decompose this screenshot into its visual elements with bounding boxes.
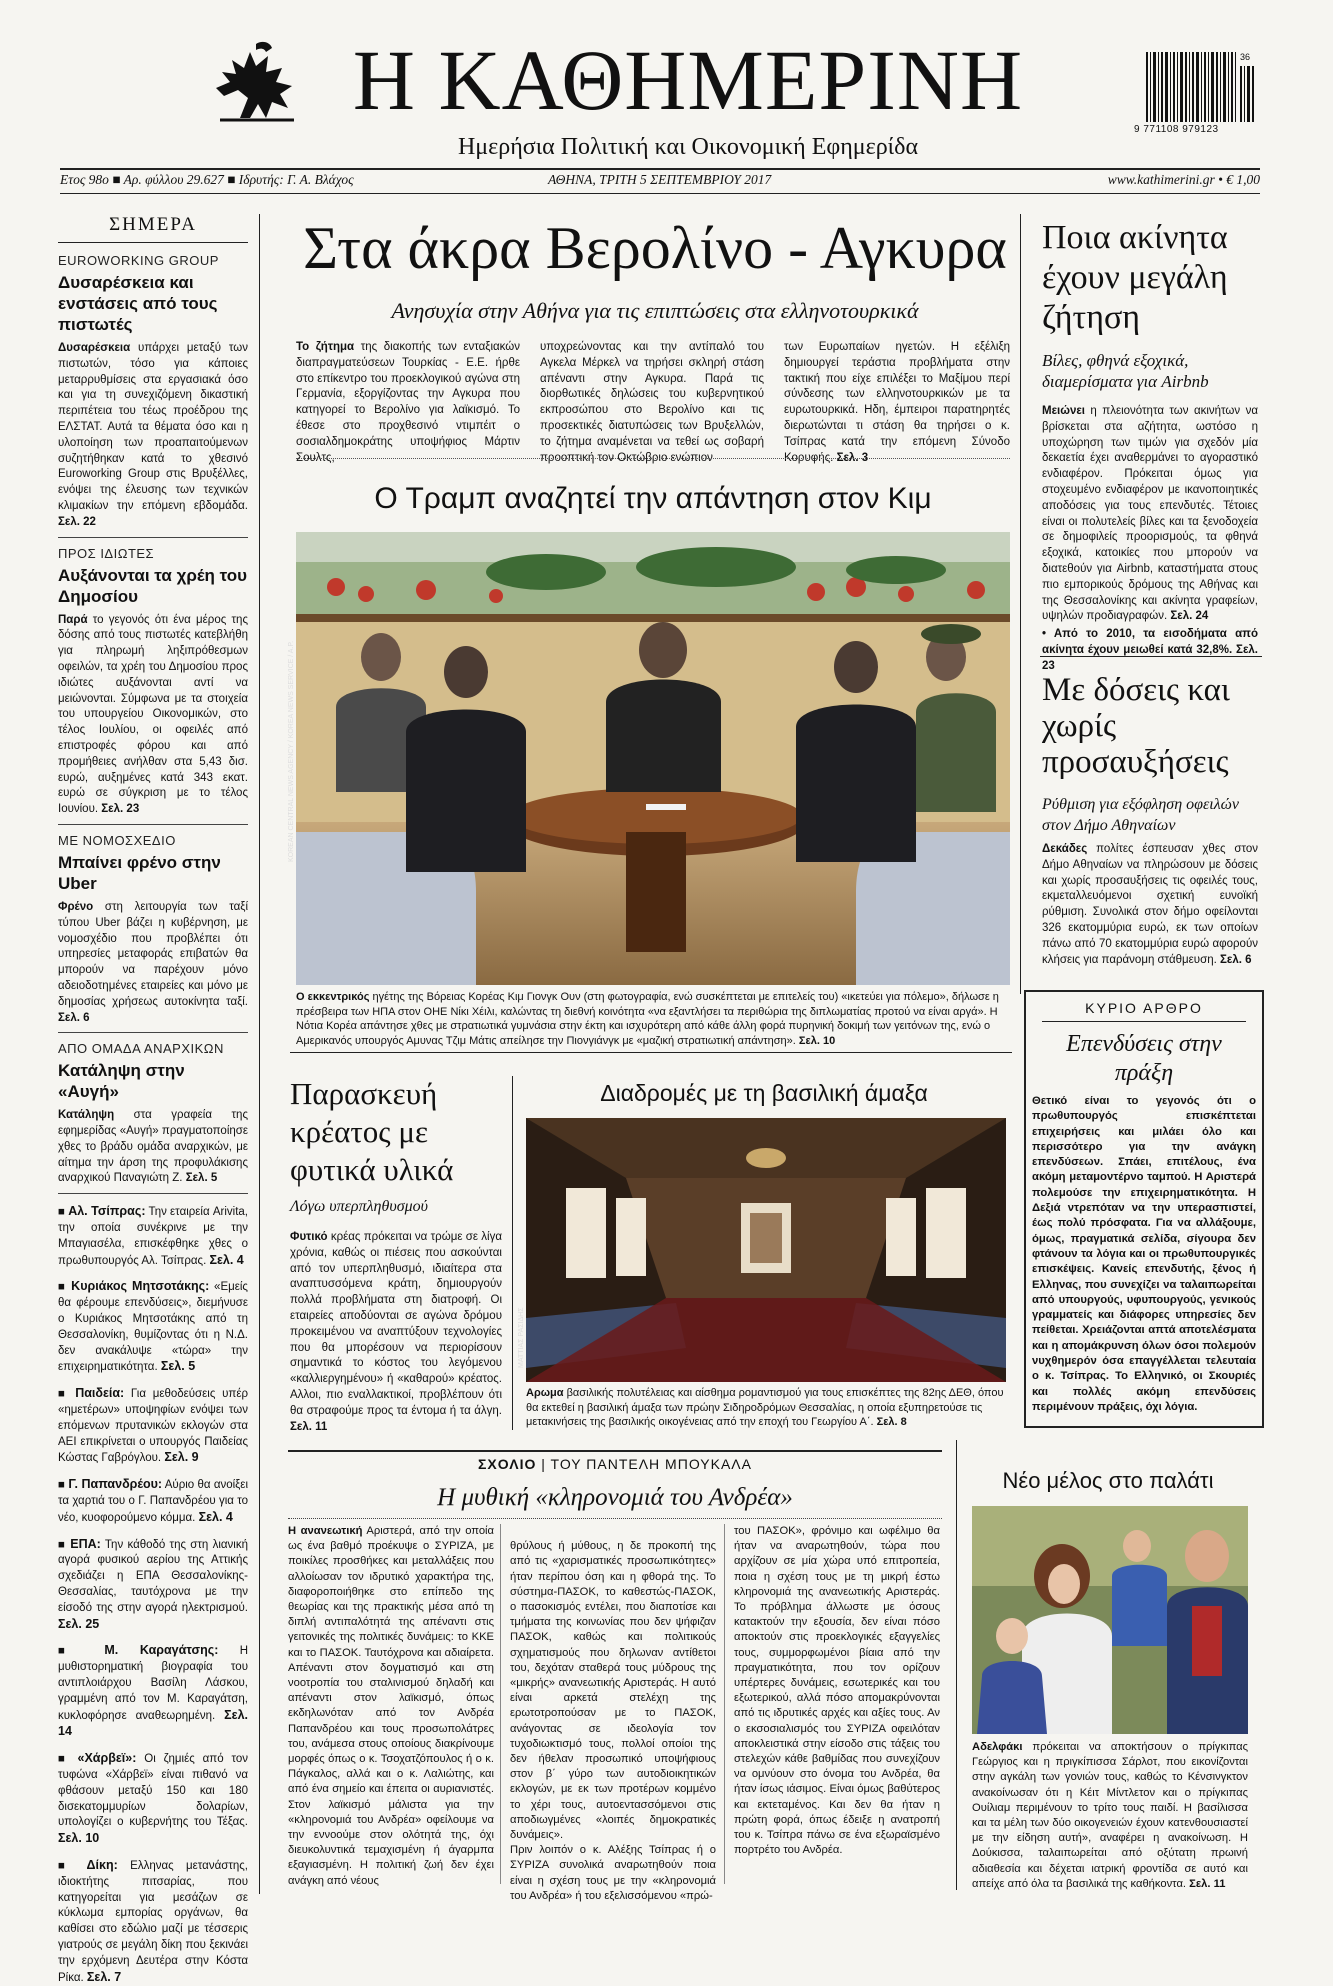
- bullet-icon: ■: [58, 1388, 76, 1401]
- left-story-section: ΠΡΟΣ ΙΔΙΩΤΕΣ: [58, 545, 155, 561]
- meat-body: Φυτικό κρέας πρόκειται να τρώμε σε λίγα χρόνια, καθώς οι πιέσεις που ασκούνται από τον υπερπληθυσμό, ιδιαίτερα στα αναπτυσσόμενα κράτη, δημιουργούν πολλά προβλήματα στη διατροφή. Οι εταιρείες αποδύονται σε αγώνα δρόμου προκειμένου να αναπτύξουν τεχνολογίες που θα μπορέσουν να περιορίσουν σημαντικά το κόστος του λεγόμενου «καλλιεργημένου» ή «καθαρού» κρέατος. Αλλοι, πιο εναλλακτικοί, προβλέπουν ότι θα στραφούμε προς τα έντομα ή τα άλγη. Σελ. 11: [290, 1231, 502, 1433]
- editorial-headline[interactable]: Επενδύσεις στην πράξη: [1066, 1031, 1222, 1086]
- installments-body: Δεκάδες πολίτες έσπευσαν χθες στον Δήμο Αθηναίων να πληρώσουν με δόσεις και χωρίς προσαυξήσεις τις οφειλές τους, εκμεταλλευόμενοι σχετική ευνοϊκή ρύθμιση. Συνολικά στον δήμο οφείλονται 326 εκατομμύρια ευρώ, εκ των οποίων πάνω από 70 εκατομμύρια ευρώ αφορούν κλήσεις για παράνομη στάθμευση. Σελ. 6: [1042, 843, 1258, 966]
- commentary-label: ΣΧΟΛΙΟ: [478, 1456, 537, 1472]
- royal-body: Αδελφάκι πρόκειται να αποκτήσουν ο πρίγκιπας Γεώργιος και η πριγκίπισσα Σάρλοτ, που εικονίζονται στην αγκάλη των γονιών τους, καθώς το Κένσινγκτον ανακοίνωσαν ότι η Κέιτ Μίντλετον και ο πρίγκιπας Ουίλιαμ περιμένουν το τρίτο τους παιδί. Η βασίλισσα και τα μέλη των δύο οικογενειών έχουν κατενθουσιαστεί με την είδηση αυτή», αναφέρει η ανακοίνωση. Η Δούκισσα, ταλαιπωρείται από οξύτατη πρωινή αδιαθεσία και δέχεται ιατρική φροντίδα σε αυτό και απείχε από όλα τα βασιλικά της καθήκοντα. Σελ. 11: [972, 1741, 1248, 1890]
- website-link[interactable]: www.kathimerini.gr: [1107, 172, 1215, 187]
- barcode-image: [1144, 52, 1256, 122]
- left-bullet-item[interactable]: ■ «Χάρβεϊ»: Οι ζημιές από τον τυφώνα «Χάρβεϊ» είναι πιθανό να φθάσουν μεταξύ 150 και 180 δισεκατομμυρίων δολαρίων, υπολογίζει ο κυβερνήτης του Τέξας. Σελ. 10: [58, 1751, 248, 1846]
- newspaper-title: Η ΚΑΘΗΜΕΡΙΝΗ: [352, 32, 1024, 128]
- train-headline[interactable]: Διαδρομές με τη βασιλική άμαξα: [600, 1080, 928, 1106]
- left-story-section: EUROWORKING GROUP: [58, 253, 219, 268]
- train-caption: Αρωμα βασιλικής πολυτέλειας και αίσθημα ρομαντισμού για τους επισκέπτες της 82ης ΔΕΘ, όπου θα εκτεθεί η βασιλική άμαξα των πρώην Σιδηροδρόμων Θεσσαλίας, η οποία εξυπηρετούσε τις μετακινήσεις της βασιλικής οικογένειας από την εποχή του Γεωργίου Α΄. Σελ. 8: [526, 1387, 1004, 1428]
- left-bullets: [58, 1204, 248, 1986]
- lead-headline[interactable]: Στα άκρα Βερολίνο - Αγκυρα: [303, 215, 1007, 281]
- lead-col-1: Το ζήτημα της διακοπής των ενταξιακών διαπραγματεύσεων Τουρκίας - Ε.Ε. ήρθε στο επίκεντρο του προεκλογικού αγώνα στη Γερμανία, εξοργίζοντας την Αγκυρα που κατηγορεί το Βερολίνο για λαϊκισμό. Το έθεσε στο προχθεσινό ντιμπέιτ ο σοσιαλδημοκράτης υποψήφιος Μάρτιν Σουλτς,: [296, 341, 520, 464]
- left-bullet-item[interactable]: ■ Δίκη: Ελληνας μετανάστης, ιδιοκτήτης πιτσαρίας, που κατηγορείται για μεσάζων σε κύκλωμα εμπορίας οργάνων, θα καθίσει στο εδώλιο μαζί με τέσσερις γιατρούς σε μεγάλη δίκη που ξεκινάει την ερχόμενη Δευτέρα στην Κόστα Ρίκα. Σελ. 7: [58, 1857, 248, 1984]
- kim-meeting-photo: [288, 532, 1010, 985]
- realestate-body: Μειώνει η πλειονότητα των ακινήτων να βρίσκεται στα αζήτητα, ωστόσο η υποχώρηση των τιμών για σχεδόν μία δεκαετία έχει αναθερμάνει το αγοραστικό ενδιαφέρον. Πρόκειται όμως για στοχευμένο ενδιαφέρον με ικανοποιητικές αποδόσεις για τους επενδυτές. Τέτοιες είναι οι πολυτελείς βίλες και τα ξενοδοχεία σε δημοφιλείς προορισμούς, τα φθηνά εξοχικά, κατοικίες που μπορούν να διατεθούν για Airbnb, καταστήματα στους πιο εμπορικούς δρόμους της Αθήνας και της Θεσσαλονίκης και ακίνητα γραφείων, υψηλών προδιαγραφών. Σελ. 24 • Από το 2010, τα εισοδήματα από ακίνητα έχουν μειωθεί κατά 32,8%. Σελ. 23: [1042, 405, 1258, 672]
- founder: Ιδρυτής: Γ. Α. Βλάχος: [238, 172, 354, 187]
- meat-headline[interactable]: Παρασκευή κρέατος με φυτικά υλικά: [290, 1076, 454, 1187]
- left-bullet-item[interactable]: ■ Παιδεία: Για μεθοδεύσεις υπέρ «ημετέρων» υποψηφίων ενόψει των επόμενων πρυτανικών εκλογών στα ΑΕΙ επικρίνεται ο υπουργός Παιδείας Κώστας Γαβρόγλου. Σελ. 9: [58, 1386, 248, 1465]
- editorial-body: Θετικό είναι το γεγονός ότι ο πρωθυπουργός επισκέπτεται επιχειρήσεις και μιλάει όλο και περισσότερο για την ανάγκη επενδύσεων. Σπάει, επιτέλους, ένα ακόμη μεταμοντέρνο ταμπού. Η Αριστερά πολεμούσε την επιχειρηματικότητα. Η Δεξιά ντρεπόταν να την υπερασπιστεί, έως πολύ πρόσφατα. Για να αλλάξουμε, όμως, πραγματικά σελίδα, σίγουρα δεν φτάνουν τα λόγια και οι πρωθυπουργικές επισκέψεις. Κανείς επενδυτής, ξένος ή Ελληνας, που συνεχίζει να ταλαιπωρείται από υπουργούς, υφυπουργούς, γενικούς γραμματείς και διάφορες υπηρεσίες δεν πείθεται. Χρειάζονται απτά αποτελέσματα και η απομάκρυνση όλων όσοι πολεμούν νυχθημερόν όσα επαγγέλλεται τελευταία ο κ. Τσίπρας. Το Ελληνικό, οι Σκουριές και πολλές ακόμη επενδύσεις περιμένουν πράξεις, όχι λόγια.: [1032, 1095, 1256, 1413]
- bullet-icon: ■: [58, 1206, 69, 1219]
- commentary-col-3: του ΠΑΣΟΚ», φρόνιμο και ωφέλιμο θα ήταν να αναρωτηθούν, τώρα που αρχίζουν σε μία χώρα υπό επιτροπεία, ποια η σχέση τους με τη μικρή έστω κληρονομιά της ανανεωτικής Αριστεράς. Το πρόβλημα άλλωστε με όσους κατακτούν την εξουσία, δεν είναι πόσο αποκτούν στις προεκλογικές εξαγγελίες τους, συμμορφωμένοι βίαια από την πραγματικότητα, που τον ορίζουν υπέρτερες δυνάμεις, εσωτερικές και του εξωτερικού, αλλά πόσο απομακρύνονται από τις ιδρυτικές αρχές και αξίες τους. Αν ο εκσοσιαλισμός του ΣΥΡΙΖΑ οφειλόταν αποκλειστικά στην είσοδο στις τάξεις του στελεχών κάθε βαθμίδας που συνεχίζουν να ομνύουν στο όνομα του Ανδρέα, θα ήταν ίσως ιάσιμος. Είναι όμως βαθύτερος και εκτεταμένος. Και δεν θα ήταν η πρώτη φορά, όπως έδειξε η ανατροπή του κ. Τσίπρα πάνω σε ένα εξωραϊσμένο πορτρέτο του Ανδρέα.: [734, 1525, 940, 1857]
- royal-carriage-photo: [518, 1118, 1006, 1382]
- kim-caption: Ο εκκεντρικός ηγέτης της Βόρειας Κορέας Κιμ Γιονγκ Ουν (στη φωτογραφία, ενώ συσκέπτεται με επιτελείς του) «ικετεύει για πόλεμο», δήλωσε η πρέσβειρα των ΗΠΑ στον ΟΗΕ Νίκι Χέιλι, καλώντας τη διεθνή κοινότητα «να εξαντλήσει τα περιθώρια της διπλωματίας προτού να είναι αργά». Η Νότια Κορέα απάντησε χθες με στρατιωτικά γυμνάσια στην έκτη και ισχυρότερη από κάθε άλλη φορά πυρηνική δοκιμή των γειτόνων της, ενώ ο Αμερικανός υπουργός Αμυνας Τζιμ Μάτις απείλησε την Πιονγιάνγκ με «μαζική στρατιωτική απάντηση». Σελ. 10: [296, 991, 999, 1047]
- bullet-icon: ■: [58, 1859, 87, 1872]
- issue-number: Αρ. φύλλου 29.627: [123, 172, 224, 187]
- bullet-icon: ■: [58, 1538, 71, 1551]
- left-story: [58, 833, 248, 1033]
- year: Ετος 98ο: [60, 172, 109, 187]
- barcode-number: 9 771108 979123: [1134, 124, 1219, 135]
- masthead: [0, 0, 1333, 200]
- bullet-icon: ■: [58, 1479, 69, 1492]
- today-label: ΣΗΜΕΡΑ: [58, 214, 248, 243]
- realestate-subhead: Βίλες, φθηνά εξοχικά, διαμερίσματα για Airbnb: [1042, 351, 1209, 391]
- newspaper-subtitle: Ημερήσια Πολιτική και Οικονομική Εφημερίδα: [457, 134, 919, 160]
- left-bullet-item[interactable]: ■ ΕΠΑ: Την κάθοδό της στη λιανική αγορά φυσικού αερίου της Αττικής σχεδιάζει η ΕΠΑ Θεσσαλονίκης-Θεσσαλίας, ταυτόχρονα με την είσοδό της στην αγορά ηλεκτρισμού. Σελ. 25: [58, 1536, 248, 1631]
- bullet-icon: ■: [58, 1753, 78, 1766]
- kim-meeting-illustration: [296, 532, 1010, 985]
- left-story-headline[interactable]: Δυσαρέσκεια και ενστάσεις από τους πιστωτές: [58, 273, 218, 334]
- installments-subhead: Ρύθμιση για εξόφληση οφειλών στον Δήμο Αθηναίων: [1042, 796, 1239, 834]
- commentary-col-2: θρύλους ή μύθους, η δε προκοπή της από τις «χαρισματικές προσωπικότητες» ήταν περίπου όση και η φθορά της. Το σύστημα-ΠΑΣΟΚ, το καθεστώς-ΠΑΣΟΚ, ο πασοκισμός εντέλει, που διαποτίσε και τμήματα της κοινωνίας που δεν ψήφιζαν ΠΑΣΟΚ, καθώς και πολιτικούς σχηματισμούς που δηλωναν αντίθετοι του, δεχόταν σταθερά τους μύδρους της «μικρής» ανανεωτικής Αριστεράς. Η αυτό είναι αρκετά στελέχη της ερωτοτροπούσαν με το ΠΑΣΟΚ, ανάγοντας σε ιδεολογία τον τυχοδιωκτισμό τους, πολλοί οποίοι της δεν ήθελαν προσωπικό υποψήφιους στον β΄ γύρο των αυτοδιοικητικών εκλογών, με εκ των προτέρων κομμένο το χέρι τους, αυτοεντασσόμενοι στις αποδιωγμένες «λοιπές δημοκρατικές δυνάμεις». Πριν λοιπόν ο κ. Αλέξης Τσίπρας ή ο ΣΥΡΙΖΑ συνολικά αναρωτηθούν ποια είναι η σχέση τους με την «κληρονομιά του Ανδρέα» ή του εξελισσόμενου «πρώ-: [510, 1540, 716, 1902]
- lead-col-3: των Ευρωπαίων ηγετών. Η εξέλιξη δημιουργεί τεράστια προβλήματα στην τακτική που είχε επιλέξει το Μαξίμου περί σύνδεσης των ελληνοτουρκικών με τα ευρωτουρκικά. Ηδη, έμπειροι παρατηρητές διερωτώνται τι στάση θα τηρήσει ο κ. Τσίπρας κατά την επόμενη Σύνοδο Κορυφής. Σελ. 3: [784, 341, 1010, 464]
- left-story-body: Παρά το γεγονός ότι ένα μέρος της δόσης από τους πιστωτές κατεβλήθη για πληρωμή ληξιπρόθεσμων οφειλών, τα χρέη του Δημοσίου προς ιδιώτες αυξάνονται αντί να μειώνονται. Σύμφωνα με τα στοιχεία του υπουργείου Οικονομικών, στο τέλος Ιουλίου, οι οφειλές από επιστροφές φόρου και από προμήθειες ανήλθαν στα 5,43 δισ. ευρώ, αυξημένες κατά 343 εκατ. ευρώ σε σύγκριση με το τέλος Ιουνίου. Σελ. 23: [58, 613, 248, 816]
- commentary-col-1: Η ανανεωτική Αριστερά, από την οποία ως ένα βαθμό προέκυψε ο ΣΥΡΙΖΑ, με ποικίλες προσθήκες και μεταλλάξεις που αλλοίωσαν τον ιδρυτικό χαρακτήρα της, διαφοροποιήθηκε στο επίπεδο της θεωρίας και της πρακτικής μέσα από τη διπλή αντιπαλότητά της απέναντι στις γειτονικές της πολιτικές δυνάμεις: το ΚΚΕ και το ΠΑΣΟΚ. Ταυτόχρονα και αδιαίρετα. Απέναντι στον δογματισμό και στη νοοτροπία του σταλινισμού δηλαδή και απέναντι στον λαϊκισμό, όπως εκδηλωνόταν από τον Ανδρέα Παπανδρέου και τους προσωπολάτρες του, ανάμεσα στους οποίους διακρίνουμε μορφές όπως ο κ. Τσοχατζόπουλος ή ο κ. Πάγκαλος, αλλά και ο κ. Λαλιώτης, και από ένα σημείο και έπειτα οι αυριανιστές. Στον λαϊκισμό μάλιστα για την «κληρονομιά του Ανδρέα» οφείλουμε να την εννοούμε στον ολότητά της, όχι διευκολυντικά τεμαχισμένη ή άγαρμπα εξαγιασμένη. Η πολιτική ζωή δεν έχει ανάγκη από νέους: [288, 1525, 494, 1887]
- lead-subhead: Ανησυχία στην Αθήνα για τις επιπτώσεις στα ελληνοτουρκικά: [391, 298, 919, 323]
- left-column: [58, 214, 248, 1986]
- left-story-section: ΜΕ ΝΟΜΟΣΧΕΔΙΟ: [58, 832, 176, 848]
- installments-headline[interactable]: Με δόσεις και χωρίς προσαυξήσεις: [1042, 672, 1230, 780]
- bullet-icon: ■: [58, 1645, 105, 1658]
- bullet-icon: ■: [58, 1281, 72, 1294]
- commentary-label-row: ΣΧΟΛΙΟ | ΤΟΥ ΠΑΝΤΕΛΗ ΜΠΟΥΚΑΛΑ: [478, 1456, 752, 1472]
- left-stories: [58, 253, 248, 1194]
- left-story: [58, 1041, 248, 1194]
- royal-family-illustration: [972, 1506, 1248, 1734]
- train-photo-credit: ΜΑΤΤΙΑΣ ΡΑΣΙΔΗΣ: [518, 1307, 525, 1368]
- meat-subhead: Λόγω υπερπληθυσμού: [290, 1198, 428, 1215]
- left-story-body: Κατάληψη στα γραφεία της εφημερίδας «Αυγή» πραγματοποίησε χθες το βράδυ ομάδα αναρχικών, με αίτημα την άρση της προφυλάκισης αναρχικού Παναγιώτη Ζ. Σελ. 5: [58, 1109, 248, 1185]
- left-bullet-item[interactable]: ■ Μ. Καραγάτσης: Η μυθιστορηματική βιογραφία του αντιπλοιάρχου Βασίλη Λάσκου, γραμμένη από τον Μ. Καραγάτση, κυκλοφόρησε αναθεωρημένη. Σελ. 14: [58, 1643, 248, 1739]
- commentary-headline[interactable]: Η μυθική «κληρονομιά του Ανδρέα»: [437, 1484, 793, 1511]
- royal-headline[interactable]: Νέο μέλος στο παλάτι: [1002, 1468, 1214, 1493]
- left-story-headline[interactable]: Μπαίνει φρένο στην Uber: [58, 852, 221, 893]
- editorial-box: [1024, 990, 1264, 1428]
- kim-photo-credit: KOREAN CENTRAL NEWS AGENCY / KOREA NEWS SERVICE / A.P.: [288, 640, 295, 862]
- editorial-label: ΚΥΡΙΟ ΑΡΘΡΟ: [1042, 1000, 1246, 1022]
- left-story-headline[interactable]: Κατάληψη στην «Αυγή»: [58, 1061, 185, 1102]
- left-story-body: Φρένο στη λειτουργία των ταξί τύπου Uber βάζει η κυβέρνηση, με νομοσχέδιο που προβλέπει ότι υπηρεσίες μεταφοράς επιβατών θα μπορούν να παρέχουν μόνο αδειοδοτημένες εταιρείες και μόνο με δημοσίας χρήσεως αυτοκίνητα ταξί. Σελ. 6: [58, 900, 248, 1024]
- info-line: Ετος 98ο ■ Αρ. φύλλου 29.627 ■ Ιδρυτής: Γ. Α. Βλάχος ΑΘΗΝΑ, ΤΡΙΤΗ 5 ΣΕΠΤΕΜΒΡΙΟΥ 2017 www.kathimerini.gr • € 1,00: [60, 172, 1260, 187]
- lead-col-2: υποχρεώνοντας και την αντίπαλό του Αγκελα Μέρκελ να τηρήσει σκληρή στάση απέναντι στην Αγκυρα. Παρά τις διορθωτικές δηλώσεις του κυβερνητικού εκπροσώπου στο Βερολίνο και τις προσεκτικές διατυπώσεις των Βρυξελλών, το ζήτημα αναμένεται να τεθεί ως σοβαρή προοπτική τον Οκτώβριο ενώπιον: [540, 341, 764, 464]
- price: € 1,00: [1226, 172, 1260, 187]
- commentary-author: ΤΟΥ ΠΑΝΤΕΛΗ ΜΠΟΥΚΑΛΑ: [550, 1456, 752, 1472]
- left-bullet-item[interactable]: ■ Αλ. Τσίπρας: Την εταιρεία Arivita, την οποία συνέκρινε με την Μπαγιασέλα, επισκέφθηκε χθες ο πρωθυπουργός Αλ. Τσίπρας. Σελ. 4: [58, 1204, 248, 1267]
- left-bullet-item[interactable]: ■ Γ. Παπανδρέου: Αύριο θα ανοίξει τα χαρτιά του ο Γ. Παπανδρέου για το νέο, κυοφορούμενο κόμμα. Σελ. 4: [58, 1477, 248, 1524]
- kim-headline[interactable]: Ο Τραμπ αναζητεί την απάντηση στον Κιμ: [374, 482, 932, 515]
- royal-family-photo: [972, 1506, 1248, 1734]
- realestate-headline[interactable]: Ποια ακίνητα έχουν μεγάλη ζήτηση: [1042, 219, 1228, 336]
- carriage-illustration: [526, 1118, 1006, 1382]
- left-story-body: Δυσαρέσκεια υπάρχει μεταξύ των πιστωτών, τόσο για κάποιες μεταρρυθμίσεις στα εργασιακά όσο και για τη συνεχιζόμενη δικαστική περιπέτεια του τέως προέδρου της ΕΛΣΤΑΤ. Αυτά τα θέματα όσο και η υλοποίηση των προαπαιτούμενων συζητήθηκαν κατά το χθεσινό Euroworking Group στις Βρυξέλλες, ενόψει της έλευσης των τεχνικών κλιμακίων την επόμενη εβδομάδα. Σελ. 22: [58, 342, 248, 528]
- griffin-logo-icon: [210, 38, 302, 124]
- left-bullet-item[interactable]: ■ Κυριάκος Μητσοτάκης: «Εμείς θα φέρουμε επενδύσεις», διεμήνυσε ο Κυριάκος Μητσοτάκης από τη Θεσσαλονίκη, θυμίζοντας ότι η Ν.Δ. δεν ανακάλυψε «τώρα» την επιχειρηματικότητα. Σελ. 5: [58, 1279, 248, 1374]
- date: ΑΘΗΝΑ, ΤΡΙΤΗ 5 ΣΕΠΤΕΜΒΡΙΟΥ 2017: [548, 172, 772, 187]
- left-story-headline[interactable]: Αυξάνονται τα χρέη του Δημοσίου: [58, 565, 248, 606]
- left-story-section: ΑΠΟ ΟΜΑΔΑ ΑΝΑΡΧΙΚΩΝ: [58, 1041, 224, 1057]
- barcode-issue: 36: [1240, 52, 1251, 62]
- left-story: [58, 546, 248, 825]
- left-story: [58, 253, 248, 538]
